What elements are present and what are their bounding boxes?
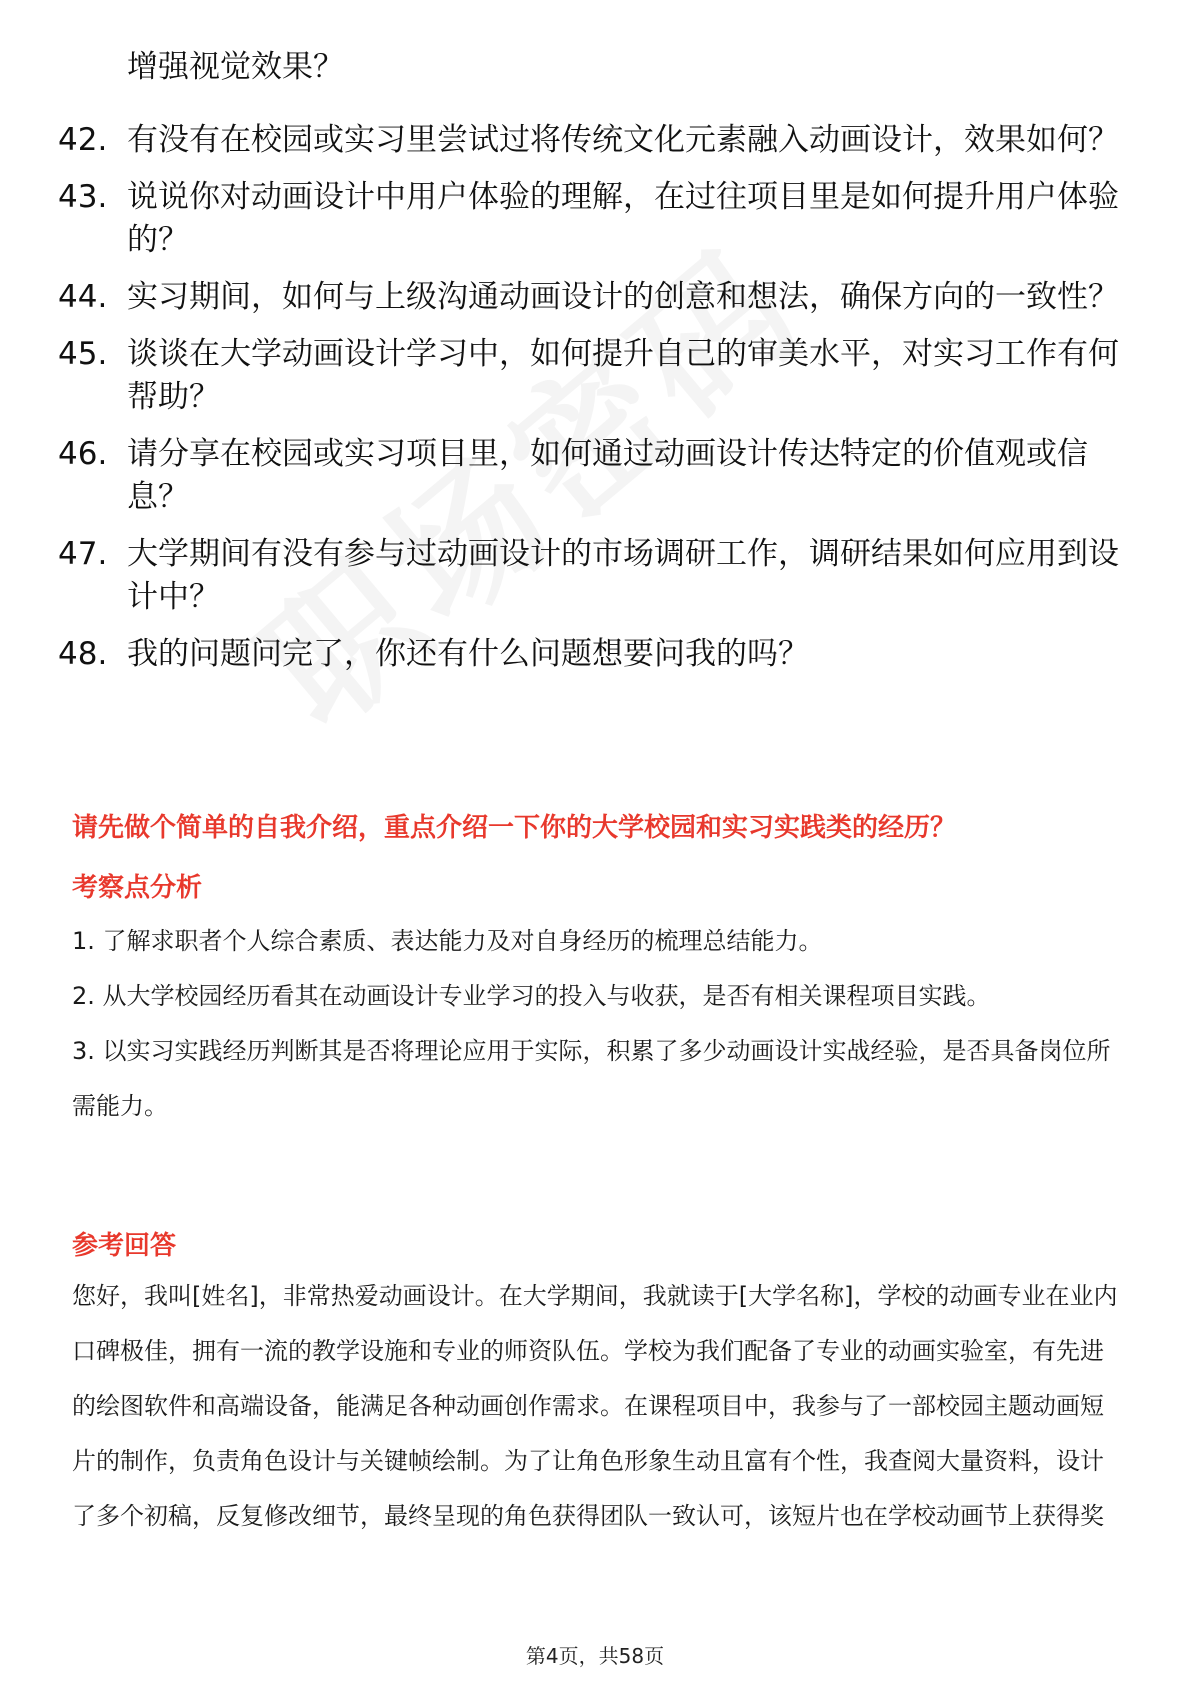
question-number: 44. xyxy=(58,279,108,315)
reference-answer: 您好，我叫[姓名]，非常热爱动画设计。在大学期间，我就读于[大学名称]，学校的动画专业在业内口碑极佳，拥有一流的教学设施和专业的师资队伍。学校为我们配备了专业的动画实验室，有先进的绘图软件和高端设备，能满足各种动画创作需求。在课程项目中，我参与了一部校园主题动画短片的制作，负责角色设计与关键帧绘制。为了让角色形象生动且富有个性，我查阅大量资料，设计了多个初稿，反复修改细节，最终呈现的角色获得团队一致认可，该短片也在学校动画节上获得奖 xyxy=(72,1282,1118,1530)
question-item-45 xyxy=(0,333,1190,419)
analysis-title: 考察点分析 xyxy=(72,873,203,903)
highlight-question: 请先做个简单的自我介绍，重点介绍一下你的大学校园和实习实践类的经历？ xyxy=(72,813,957,843)
question-list-container xyxy=(0,46,1190,690)
question-item-43 xyxy=(0,176,1190,262)
question-text: 增强视觉效果？ xyxy=(127,49,344,85)
analysis-points xyxy=(72,914,1124,1134)
question-text: 有没有在校园或实习里尝试过将传统文化元素融入动画设计，效果如何？ xyxy=(127,122,1119,158)
analysis-point: 2. 从大学校园经历看其在动画设计专业学习的投入与收获，是否有相关课程项目实践。 xyxy=(72,982,991,1010)
question-item-48 xyxy=(0,633,1190,676)
question-item-continued xyxy=(0,46,1190,89)
question-item-44 xyxy=(0,276,1190,319)
question-number: 48. xyxy=(58,636,108,672)
question-text: 实习期间，如何与上级沟通动画设计的创意和想法，确保方向的一致性？ xyxy=(127,279,1119,315)
question-item-42 xyxy=(0,119,1190,162)
analysis-point: 3. 以实习实践经历判断其是否将理论应用于实际，积累了多少动画设计实战经验，是否具备岗位所需能力。 xyxy=(72,1037,1111,1120)
question-text: 谈谈在大学动画设计学习中，如何提升自己的审美水平，对实习工作有何帮助？ xyxy=(127,336,1119,415)
question-text: 请分享在校园或实习项目里，如何通过动画设计传达特定的价值观或信息？ xyxy=(127,436,1088,515)
question-text: 说说你对动画设计中用户体验的理解，在过往项目里是如何提升用户体验的？ xyxy=(127,179,1119,258)
question-item-47 xyxy=(0,533,1190,619)
question-number: 47. xyxy=(58,536,108,572)
question-number: 46. xyxy=(58,436,108,472)
question-number: 42. xyxy=(58,122,108,158)
question-text: 我的问题问完了，你还有什么问题想要问我的吗？ xyxy=(127,636,809,672)
question-item-46 xyxy=(0,433,1190,519)
analysis-point: 1. 了解求职者个人综合素质、表达能力及对自身经历的梳理总结能力。 xyxy=(72,927,823,955)
question-number: 43. xyxy=(58,179,108,215)
question-number: 45. xyxy=(58,336,108,372)
question-text: 大学期间有没有参与过动画设计的市场调研工作，调研结果如何应用到设计中？ xyxy=(127,536,1119,615)
reference-title: 参考回答 xyxy=(72,1231,177,1261)
page-footer: 第4页，共58页 xyxy=(525,1644,665,1668)
